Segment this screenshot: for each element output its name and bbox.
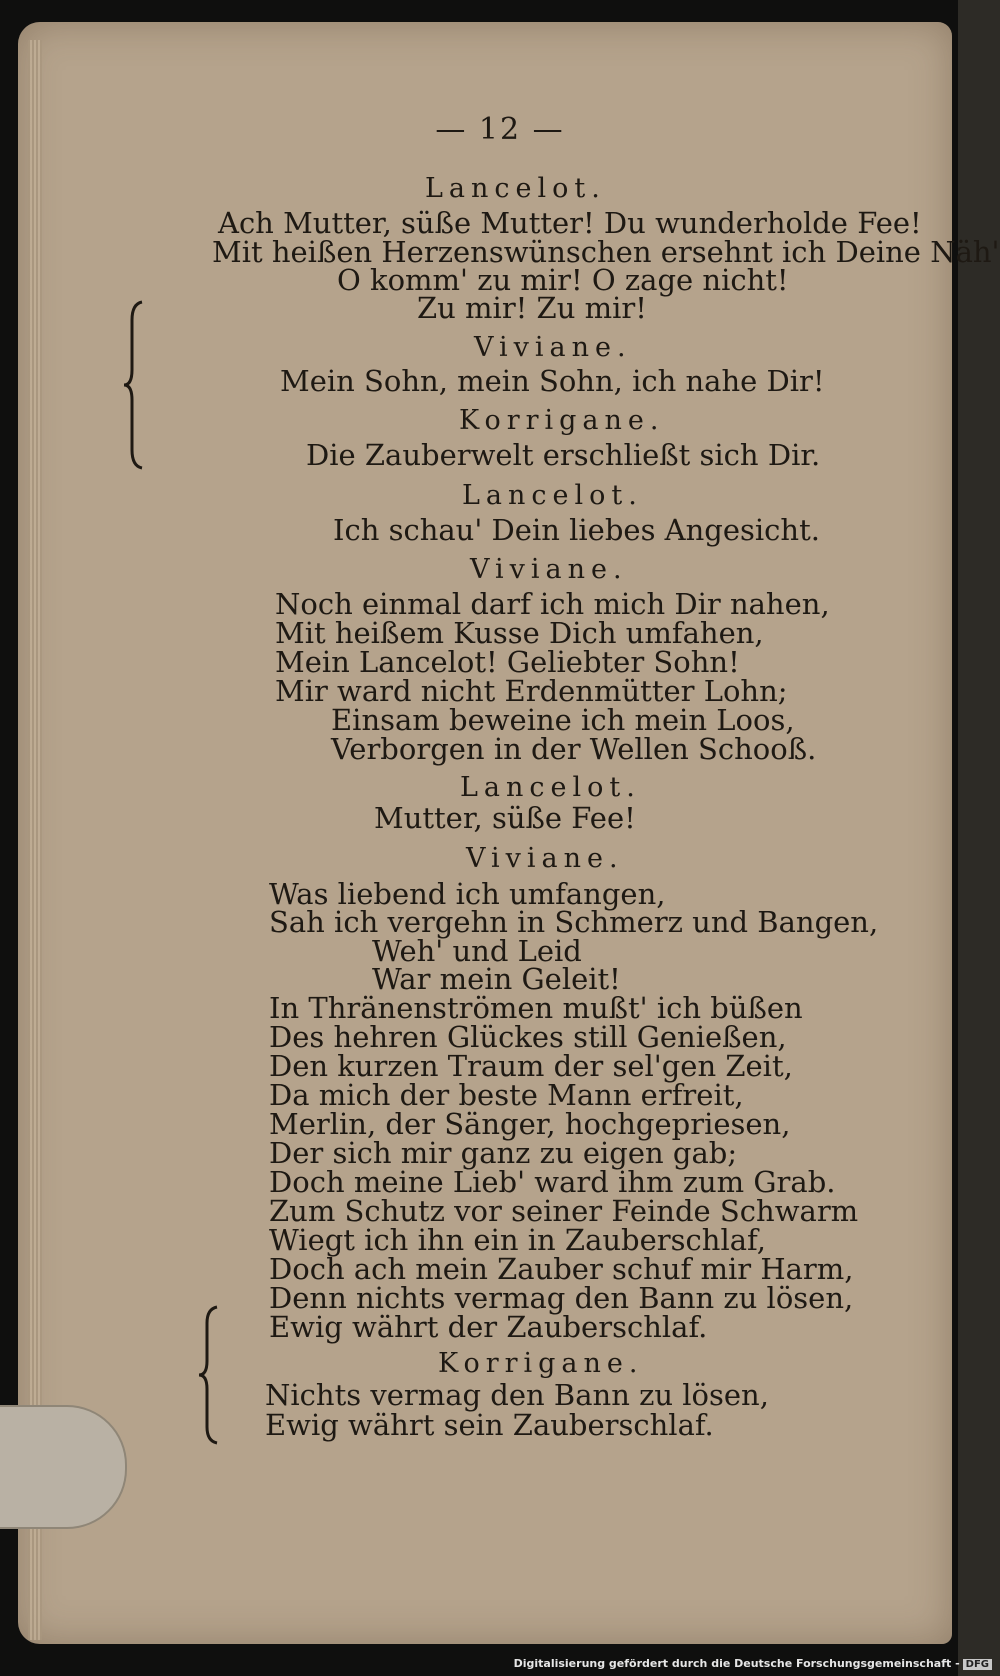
verse-line: Zu mir! Zu mir! — [417, 291, 647, 325]
verse-line: Noch einmal darf ich mich Dir nahen, — [275, 587, 830, 621]
verse-line: Des hehren Glückes still Genießen, — [269, 1020, 787, 1054]
verse-line: Mit heißen Herzenswünschen ersehnt ich Deine Näh' — [212, 235, 1000, 269]
verse-line: Nichts vermag den Bann zu lösen, — [265, 1378, 769, 1412]
digitization-footer — [0, 1657, 992, 1670]
bookmark-tab — [0, 1405, 127, 1529]
verse-line: Mein Lancelot! Geliebter Sohn! — [275, 645, 740, 679]
dfg-logo: DFG — [963, 1659, 992, 1670]
verse-line: Mit heißem Kusse Dich umfahen, — [275, 616, 764, 650]
verse-line: Doch ach mein Zauber schuf mir Harm, — [269, 1252, 854, 1286]
speaker-name: Viviane. — [466, 843, 624, 874]
verse-line: Wiegt ich ihn ein in Zauberschlaf, — [269, 1223, 766, 1257]
verse-line: Zum Schutz vor seiner Feinde Schwarm — [269, 1194, 859, 1228]
verse-line: Was liebend ich umfangen, — [269, 877, 666, 911]
verse-line: Merlin, der Sänger, hochgepriesen, — [269, 1107, 791, 1141]
verse-line: Die Zauberwelt erschließt sich Dir. — [306, 438, 821, 472]
verse-line: Verborgen in der Wellen Schooß. — [331, 732, 817, 766]
page-number: — 12 — — [435, 112, 565, 147]
footer-text: Digitalisierung gefördert durch die Deutsche Forschungsgemeinschaft - — [513, 1657, 960, 1670]
page-edge — [28, 40, 42, 1640]
verse-line: Ewig währt sein Zauberschlaf. — [265, 1408, 714, 1442]
verse-line: Da mich der beste Mann erfreit, — [269, 1078, 744, 1112]
speaker-name: Korrigane. — [438, 1348, 644, 1379]
speaker-name: Lancelot. — [460, 772, 641, 803]
speaker-name: Korrigane. — [459, 405, 665, 436]
verse-line: Mir ward nicht Erdenmütter Lohn; — [275, 674, 788, 708]
speaker-name: Viviane. — [474, 332, 632, 363]
verse-line: Weh' und Leid — [372, 934, 582, 968]
verse-line: Ewig währt der Zauberschlaf. — [269, 1310, 708, 1344]
verse-line: O komm' zu mir! O zage nicht! — [337, 263, 789, 297]
verse-line: Mutter, süße Fee! — [374, 801, 636, 835]
verse-line: Doch meine Lieb' ward ihm zum Grab. — [269, 1165, 836, 1199]
curly-brace-icon — [195, 1305, 225, 1445]
verse-line: Sah ich vergehn in Schmerz und Bangen, — [269, 905, 879, 939]
verse-line: Einsam beweine ich mein Loos, — [331, 703, 795, 737]
verse-line: In Thränenströmen mußt' ich büßen — [269, 991, 803, 1025]
verse-line: Ach Mutter, süße Mutter! Du wunderholde Fee! — [218, 206, 922, 240]
curly-brace-icon — [120, 300, 150, 470]
verse-line: Der sich mir ganz zu eigen gab; — [269, 1136, 738, 1170]
verse-line: Mein Sohn, mein Sohn, ich nahe Dir! — [280, 364, 825, 398]
speaker-name: Lancelot. — [462, 480, 643, 511]
speaker-name: Viviane. — [470, 554, 628, 585]
verse-line: Den kurzen Traum der sel'gen Zeit, — [269, 1049, 793, 1083]
verse-line: Ich schau' Dein liebes Angesicht. — [333, 513, 820, 547]
verse-line: Denn nichts vermag den Bann zu lösen, — [269, 1281, 854, 1315]
speaker-name: Lancelot. — [425, 173, 606, 204]
verse-line: War mein Geleit! — [372, 962, 621, 996]
